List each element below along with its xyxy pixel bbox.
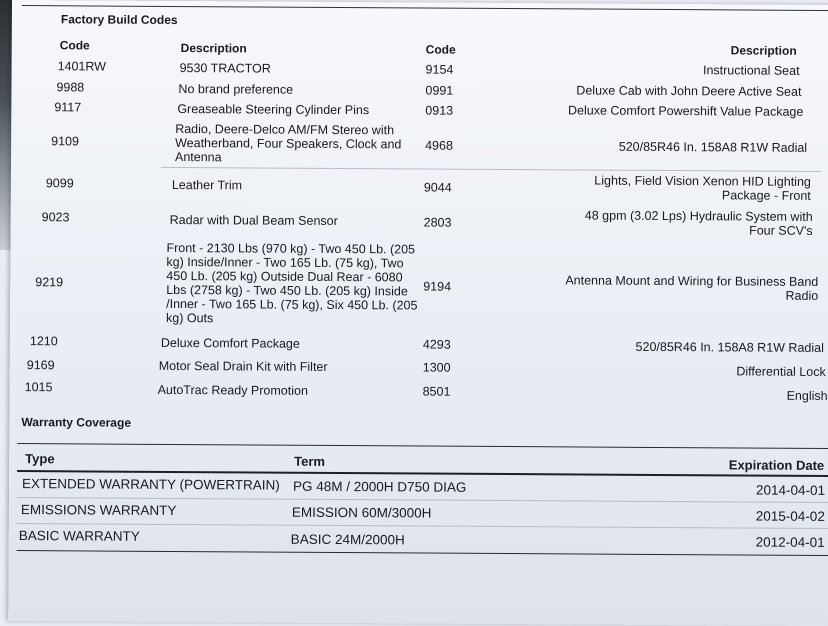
row-9-description-right: Differential Lock (736, 364, 826, 379)
row-1-description-right: Instructional Seat (702, 63, 800, 78)
row-10-description-right: English (786, 388, 828, 403)
row-4-description: Radio, Deere-Delco AM/FM Stereo with Weatherband, Four Speakers, Clock and Antenna (175, 121, 402, 165)
row-7-description: Front - 2130 Lbs (970 kg) - Two 450 Lb. (205 kg) Inside/Inner - Two 165 Lb. (75 kg), Two 450 Lb. (205 kg) Outside Dual Rear - 6080 Lbs (2758 kg) - Two 450 Lb. (205 kg) Inside /Inner - Two 165 Lb. (75 kg), Six 450 Lb. (205 kg) Outs (166, 240, 418, 326)
warranty-row-1-term: PG 48M / 2000H D750 DIAG (292, 478, 467, 495)
row-7-code: 9219 (35, 275, 64, 290)
row-9-code-right: 1300 (422, 360, 451, 375)
row-9-code: 9169 (26, 358, 55, 373)
row-10-code-right: 8501 (422, 384, 451, 399)
row-4-code-right: 4968 (425, 138, 453, 153)
row-1-code: 1401RW (57, 59, 107, 74)
header-description-left: Description (180, 41, 247, 56)
row-8-code: 1210 (29, 334, 58, 349)
row-3-description-right: Deluxe Comfort Powershift Value Package (567, 103, 804, 119)
row-5-description-right: Lights, Field Vision Xenon HID Lighting Package - Front (594, 173, 811, 203)
row-2-description: No brand preference (178, 82, 294, 97)
warranty-row-3-term: BASIC 24M/2000H (290, 531, 405, 548)
warranty-row-2-expiration: 2015-04-02 (755, 508, 825, 524)
warranty-row-1-type: EXTENDED WARRANTY (POWERTRAIN) (22, 476, 280, 493)
row-8-description: Deluxe Comfort Package (160, 335, 300, 351)
top-rule (22, 5, 828, 11)
row-6-description-right: 48 gpm (3.02 Lps) Hydraulic System with Four SCV's (584, 208, 813, 238)
header-code-left: Code (59, 38, 90, 53)
warranty-row-2-term: EMISSION 60M/3000H (291, 504, 432, 521)
warranty-row-3-expiration: 2012-04-01 (755, 534, 825, 550)
row-3-description: Greaseable Steering Cylinder Pins (177, 102, 370, 118)
row-3-code: 9117 (54, 100, 82, 115)
row-7-code-right: 9194 (423, 279, 452, 294)
header-description-right: Description (730, 43, 797, 58)
factory-build-codes-title: Factory Build Codes (60, 12, 178, 28)
row-5-code: 9099 (45, 176, 74, 191)
row-2-description-right: Deluxe Cab with John Deere Active Seat (576, 83, 802, 99)
row-8-description-right: 520/85R46 In. 158A8 R1W Radial (635, 339, 824, 355)
row-5-description: Leather Trim (171, 177, 243, 193)
row-3-code-right: 0913 (425, 103, 454, 118)
warranty-top-rule (17, 443, 828, 449)
warranty-row-1-expiration: 2014-04-01 (755, 482, 826, 498)
row-1-code-right: 9154 (425, 62, 454, 77)
row-6-code: 9023 (41, 210, 70, 225)
row-7-description-right: Antenna Mount and Wiring for Business Band Radio (565, 273, 819, 303)
row-5-code-right: 9044 (423, 180, 452, 195)
row-10-description: AutoTrac Ready Promotion (157, 382, 308, 398)
warranty-header-type: Type (25, 451, 55, 467)
warranty-bottom-rule (17, 550, 828, 556)
row-4-code: 9109 (51, 134, 79, 149)
header-code-right: Code (425, 42, 456, 57)
row-10-code: 1015 (24, 380, 53, 395)
row-1-description: 9530 TRACTOR (179, 61, 271, 76)
printed-page (8, 0, 828, 626)
warranty-header-term: Term (294, 453, 326, 469)
row-6-code-right: 2803 (423, 215, 452, 230)
row-4-description-right: 520/85R46 In. 158A8 R1W Radial (618, 139, 808, 155)
row-9-description: Motor Seal Drain Kit with Filter (158, 358, 328, 374)
warranty-coverage-title: Warranty Coverage (21, 415, 132, 430)
row-8-code-right: 4293 (422, 337, 451, 352)
warranty-header-expiration: Expiration Date (728, 457, 825, 473)
row-divider (161, 167, 821, 172)
row-2-code: 9988 (56, 80, 85, 95)
row-6-description: Radar with Dual Beam Sensor (169, 212, 338, 228)
warranty-row-2-type: EMISSIONS WARRANTY (20, 502, 177, 519)
row-2-code-right: 0991 (425, 83, 454, 98)
warranty-row-3-type: BASIC WARRANTY (18, 528, 140, 544)
